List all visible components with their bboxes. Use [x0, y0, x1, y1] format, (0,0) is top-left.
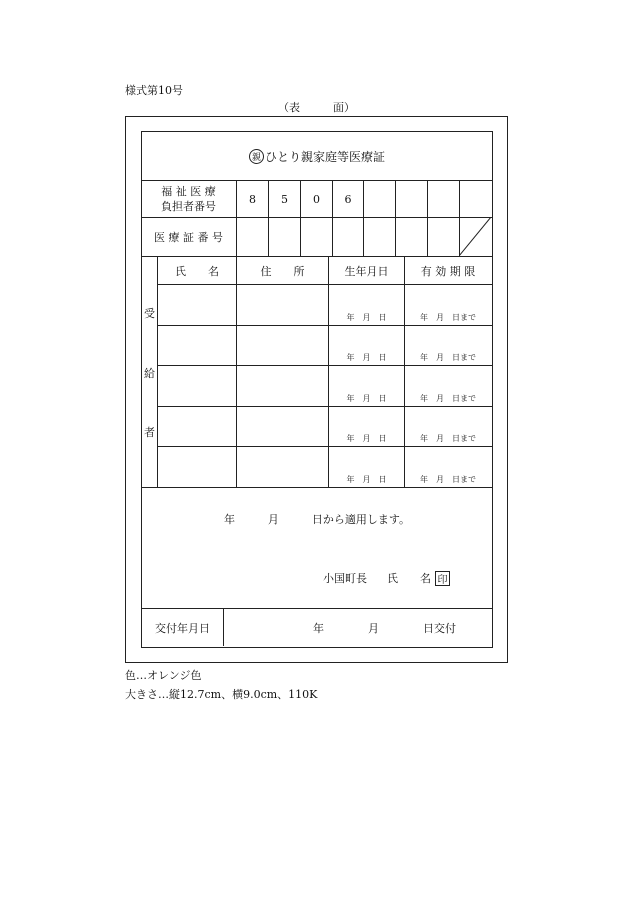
col-header-address: 住 所 — [260, 264, 305, 278]
card-title: ひとり親家庭等医療証 — [264, 149, 385, 164]
cert-label: 医 療 証 番 号 — [154, 231, 223, 244]
divider — [404, 256, 405, 487]
divider — [332, 180, 333, 256]
divider — [300, 180, 301, 256]
divider — [157, 365, 492, 366]
divider — [157, 284, 492, 285]
valid-date-cell: 年 月 日まで — [420, 393, 476, 403]
recipient-label-char: 者 — [144, 426, 155, 439]
welfare-digit — [428, 181, 459, 217]
birth-date-cell: 年 月 日 — [346, 312, 387, 322]
divider — [157, 446, 492, 447]
birth-date-cell: 年 月 日 — [346, 474, 387, 484]
col-header-valid: 有 効 期 限 — [420, 264, 476, 278]
divider — [268, 180, 269, 256]
divider — [328, 256, 329, 487]
welfare-digit: 5 — [281, 192, 288, 206]
issue-value-text: 年 月 日交付 — [313, 621, 456, 635]
divider — [141, 487, 492, 488]
welfare-digit — [460, 181, 491, 217]
welfare-digit — [396, 181, 427, 217]
divider — [157, 325, 492, 326]
welfare-digit — [364, 181, 395, 217]
valid-date-cell: 年 月 日まで — [420, 312, 476, 322]
stamp-box: 印 — [435, 571, 450, 586]
divider — [223, 608, 224, 646]
welfare-digit: 8 — [249, 192, 256, 206]
divider — [157, 256, 158, 487]
birth-date-cell: 年 月 日 — [346, 393, 387, 403]
welfare-digit: 0 — [313, 192, 320, 206]
valid-date-cell: 年 月 日まで — [420, 352, 476, 362]
side-label: （表 面） — [278, 101, 355, 114]
apply-text: 年 月 日から適用します。 — [223, 513, 411, 526]
col-header-birth: 生年月日 — [344, 264, 389, 278]
mayor-title: 小国町長 — [323, 572, 367, 585]
seal-oya-icon: 親 — [249, 149, 264, 164]
welfare-label — [142, 181, 235, 217]
valid-date-cell: 年 月 日まで — [420, 433, 476, 443]
color-note: 色…オレンジ色 — [125, 669, 202, 682]
divider — [427, 180, 428, 256]
valid-date-cell: 年 月 日まで — [420, 474, 476, 484]
size-note: 大きさ…縦12.7cm、横9.0cm、110K — [125, 688, 318, 701]
welfare-digit: 6 — [344, 192, 352, 206]
divider — [363, 180, 364, 256]
cert-diagonal-slash — [459, 217, 492, 256]
birth-date-cell: 年 月 日 — [346, 433, 387, 443]
card-title-row — [142, 132, 492, 180]
form-number: 様式第10号 — [125, 84, 183, 97]
mayor-name-label: 氏 名 — [387, 572, 431, 585]
birth-date-cell: 年 月 日 — [346, 352, 387, 362]
welfare-label-line2: 負担者番号 — [161, 200, 216, 213]
divider — [236, 256, 237, 487]
welfare-label-line1: 福 祉 医 療 — [161, 185, 216, 198]
divider — [395, 180, 396, 256]
mayor-line — [323, 570, 450, 586]
issue-label: 交付年月日 — [155, 621, 210, 635]
issue-value — [240, 609, 490, 646]
recipient-label-char: 給 — [144, 367, 155, 380]
col-header-name: 氏 名 — [175, 264, 219, 278]
divider — [157, 406, 492, 407]
recipient-label-char: 受 — [144, 307, 155, 320]
